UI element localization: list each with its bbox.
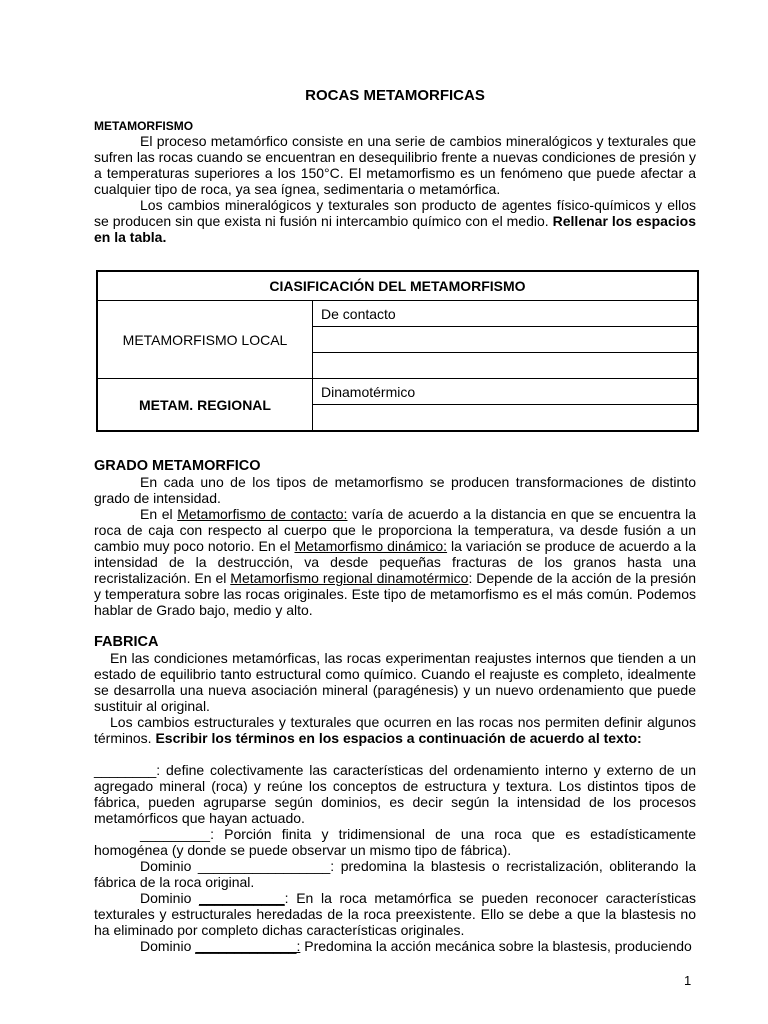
definition-text: : Porción finita y tridimensional de una roca que es estadísticamente homogénea (y donde se puede observar un mismo tipo de fábrica). <box>94 826 696 858</box>
definition-fabrica <box>94 762 696 826</box>
table-header: CIASIFICACIÓN DEL METAMORFISMO <box>97 271 698 301</box>
section-heading-metamorfismo: METAMORFISMO <box>94 119 194 133</box>
answer-blank[interactable]: _________ <box>140 826 211 842</box>
paragraph-text: Los cambios mineralógicos y texturales son producto de agentes físico-químicos y ellos se producen sin que exista ni fusión ni intercambio químico con el medio. <box>94 197 696 229</box>
paragraph: En las condiciones metamórficas, las rocas experimentan reajustes internos que tienden a un estado de equilibrio tanto estructural como químico. Cuando el reajuste es completo, idealmente se desarrolla una nueva asociación mineral (paragénesis) y un nuevo ordenamiento que puede sustituir al original. <box>94 650 696 714</box>
answer-blank[interactable]: _____________: <box>195 938 301 954</box>
answer-blank[interactable]: _________________ <box>197 858 331 874</box>
dominio-word: Dominio <box>140 938 196 954</box>
text-run: la variación se produce de acuerdo a la intensidad de la destrucción, va desde pequeñas fracturas de los granos hasta una recristalización. En el <box>94 538 696 586</box>
text-run: Los cambios estructurales y texturales que ocurren en las rocas nos permiten definir algunos términos. <box>94 714 696 746</box>
paragraph: El proceso metamórfico consiste en una serie de cambios mineralógicos y texturales que sufren las rocas cuando se encuentran en desequilibrio frente a nuevas condiciones de presión y a temperaturas superiores a los 150°C. El metamorfismo es un fenómeno que puede afectar a cualquier tipo de roca, ya sea ígnea, sedimentaria o metamórfica. <box>94 133 696 197</box>
section-heading-fabrica: FABRICA <box>94 634 159 650</box>
table-cell-blank[interactable] <box>313 353 699 379</box>
definition-text: : define colectivamente las características del ordenamiento interno y externo de un agregado mineral (roca) y reúne los conceptos de estructura y textura. Los distintos tipos de fábrica, pueden agruparse según dominios, es decir según la intensidad de los procesos metamórficos que hayan actuado. <box>94 762 696 826</box>
definition-dominio <box>94 826 696 858</box>
dominio-word: Dominio <box>140 858 198 874</box>
page-number: 1 <box>684 973 692 988</box>
definition-text: Predomina la acción mecánica sobre la blastesis, produciendo <box>300 938 692 954</box>
paragraph: En cada uno de los tipos de metamorfismo se producen transformaciones de distinto grado de intensidad. <box>94 474 696 506</box>
answer-blank[interactable]: ___________ <box>199 890 285 906</box>
instruction-text: Escribir los términos en los espacios a continuación de acuerdo al texto: <box>155 730 642 746</box>
paragraph <box>94 714 696 746</box>
paragraph <box>94 506 696 618</box>
table-cell-blank[interactable] <box>313 327 699 353</box>
text-run: varía de acuerdo a la distancia en que se encuentra la roca de caja con respecto al cuerpo que le proporciona la temperatura, va desde fusión a un cambio muy poco notorio. En el <box>94 506 696 554</box>
section-heading-grado: GRADO METAMORFICO <box>94 458 261 474</box>
definition-dominio-1 <box>94 858 696 890</box>
regional-label-cell: METAM. REGIONAL <box>97 379 313 432</box>
local-label-cell: METAMORFISMO LOCAL <box>97 301 313 379</box>
text-run: En el <box>140 506 178 522</box>
text-run: : Depende de la acción de la presión y temperatura sobre las rocas originales. Este tipo de metamorfismo es el más común. Podemos hablar de Grado bajo, medio y alto. <box>94 570 696 618</box>
table-cell: De contacto <box>313 301 699 327</box>
page-title: ROCAS METAMORFICAS <box>305 87 485 104</box>
definition-text: : predomina la blastesis o recristalización, obliterando la fábrica de la roca original. <box>94 858 696 890</box>
instruction-text: Rellenar los espacios en la tabla. <box>94 213 696 245</box>
definition-dominio-3 <box>94 938 696 954</box>
dominio-word: Dominio <box>140 890 199 906</box>
definition-text: : En la roca metamórfica se pueden reconocer características texturales y estructurales heredadas de la roca preexistente. Ello se debe a que la blastesis no ha eliminado por completo dichas características originales. <box>94 890 696 938</box>
table-cell-blank[interactable] <box>313 405 699 432</box>
classification-table <box>96 270 699 432</box>
term-contacto: Metamorfismo de contacto: <box>177 506 348 522</box>
definition-dominio-2 <box>94 890 696 938</box>
answer-blank[interactable]: ________ <box>94 762 157 778</box>
term-dinamico: Metamorfismo dinámico: <box>294 538 448 554</box>
paragraph <box>94 197 696 245</box>
term-regional: Metamorfismo regional dinamotérmico <box>230 570 469 586</box>
table-cell: Dinamotérmico <box>313 379 699 405</box>
document-content <box>94 88 696 954</box>
